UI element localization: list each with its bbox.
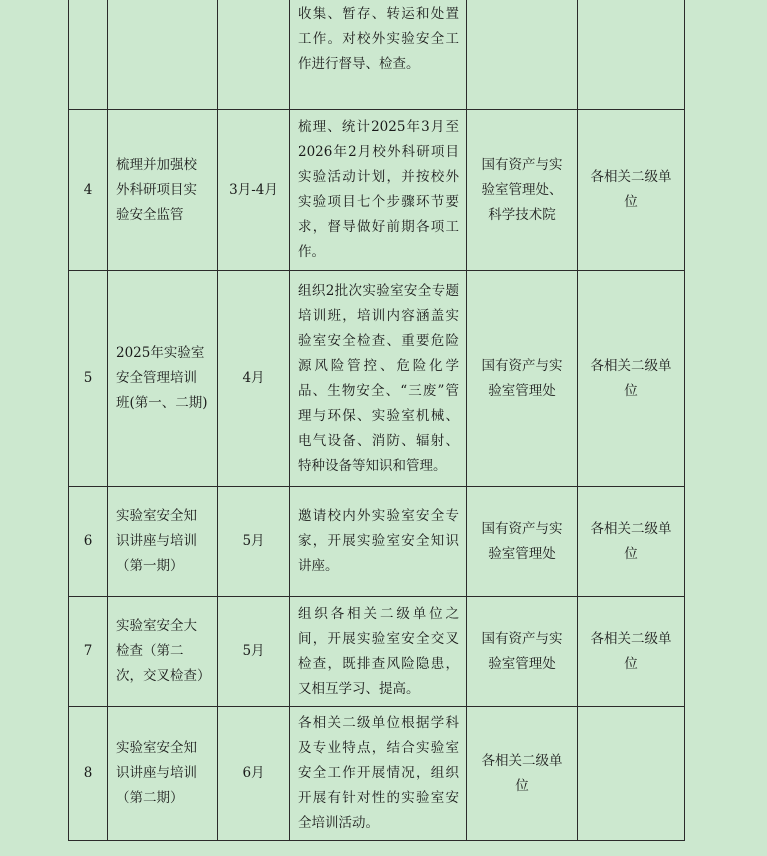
- task-content: 梳理、统计2025年3月至2026年2月校外科研项目实验活动计划，并按校外实验项目七个步骤环节要求，督导做好前期各项工作。: [290, 110, 467, 271]
- task-time: 4月: [218, 271, 290, 487]
- task-name: 梳理并加强校外科研项目实验安全监管: [108, 110, 218, 271]
- lead-department: 国有资产与实验室管理处、科学技术院: [467, 110, 578, 271]
- lead-department: 国有资产与实验室管理处: [467, 487, 578, 597]
- task-content: 组织2批次实验室安全专题培训班，培训内容涵盖实验室安全检查、重要危险源风险管控、危险化学品、生物安全、“三废”管理与环保、实验室机械、电气设备、消防、辐射、特种设备等知识和管理。: [290, 271, 467, 487]
- table-row: [69, 271, 685, 487]
- cooperating-department: [578, 0, 685, 110]
- row-number: 8: [69, 707, 108, 841]
- table-row: [69, 487, 685, 597]
- task-name: 实验室安全知识讲座与培训（第二期）: [108, 707, 218, 841]
- task-content: 各相关二级单位根据学科及专业特点，结合实验室安全工作开展情况，组织开展有针对性的实验室安全培训活动。: [290, 707, 467, 841]
- cooperating-department: 各相关二级单位: [578, 110, 685, 271]
- task-time: [218, 0, 290, 110]
- table-row: [69, 597, 685, 707]
- lead-department: [467, 0, 578, 110]
- task-content: 邀请校内外实验室安全专家，开展实验室安全知识讲座。: [290, 487, 467, 597]
- table-row: [69, 707, 685, 841]
- task-content: 收集、暂存、转运和处置工作。对校外实验安全工作进行督导、检查。: [290, 0, 467, 110]
- lead-department: 国有资产与实验室管理处: [467, 597, 578, 707]
- task-name: [108, 0, 218, 110]
- row-number: 6: [69, 487, 108, 597]
- plan-table: [68, 0, 685, 841]
- cooperating-department: 各相关二级单位: [578, 487, 685, 597]
- task-time: 6月: [218, 707, 290, 841]
- row-number: 7: [69, 597, 108, 707]
- task-time: 3月-4月: [218, 110, 290, 271]
- row-number: 4: [69, 110, 108, 271]
- cooperating-department: 各相关二级单位: [578, 597, 685, 707]
- row-number: [69, 0, 108, 110]
- lead-department: 各相关二级单位: [467, 707, 578, 841]
- row-number: 5: [69, 271, 108, 487]
- table-row: [69, 110, 685, 271]
- task-name: 2025年实验室安全管理培训班(第一、二期): [108, 271, 218, 487]
- lead-department: 国有资产与实验室管理处: [467, 271, 578, 487]
- task-time: 5月: [218, 487, 290, 597]
- task-name: 实验室安全知识讲座与培训（第一期）: [108, 487, 218, 597]
- task-name: 实验室安全大检查（第二次，交叉检查）: [108, 597, 218, 707]
- task-time: 5月: [218, 597, 290, 707]
- cooperating-department: [578, 707, 685, 841]
- cooperating-department: 各相关二级单位: [578, 271, 685, 487]
- table-row: [69, 0, 685, 110]
- task-content: 组织各相关二级单位之间，开展实验室安全交叉检查，既排查风险隐患，又相互学习、提高。: [290, 597, 467, 707]
